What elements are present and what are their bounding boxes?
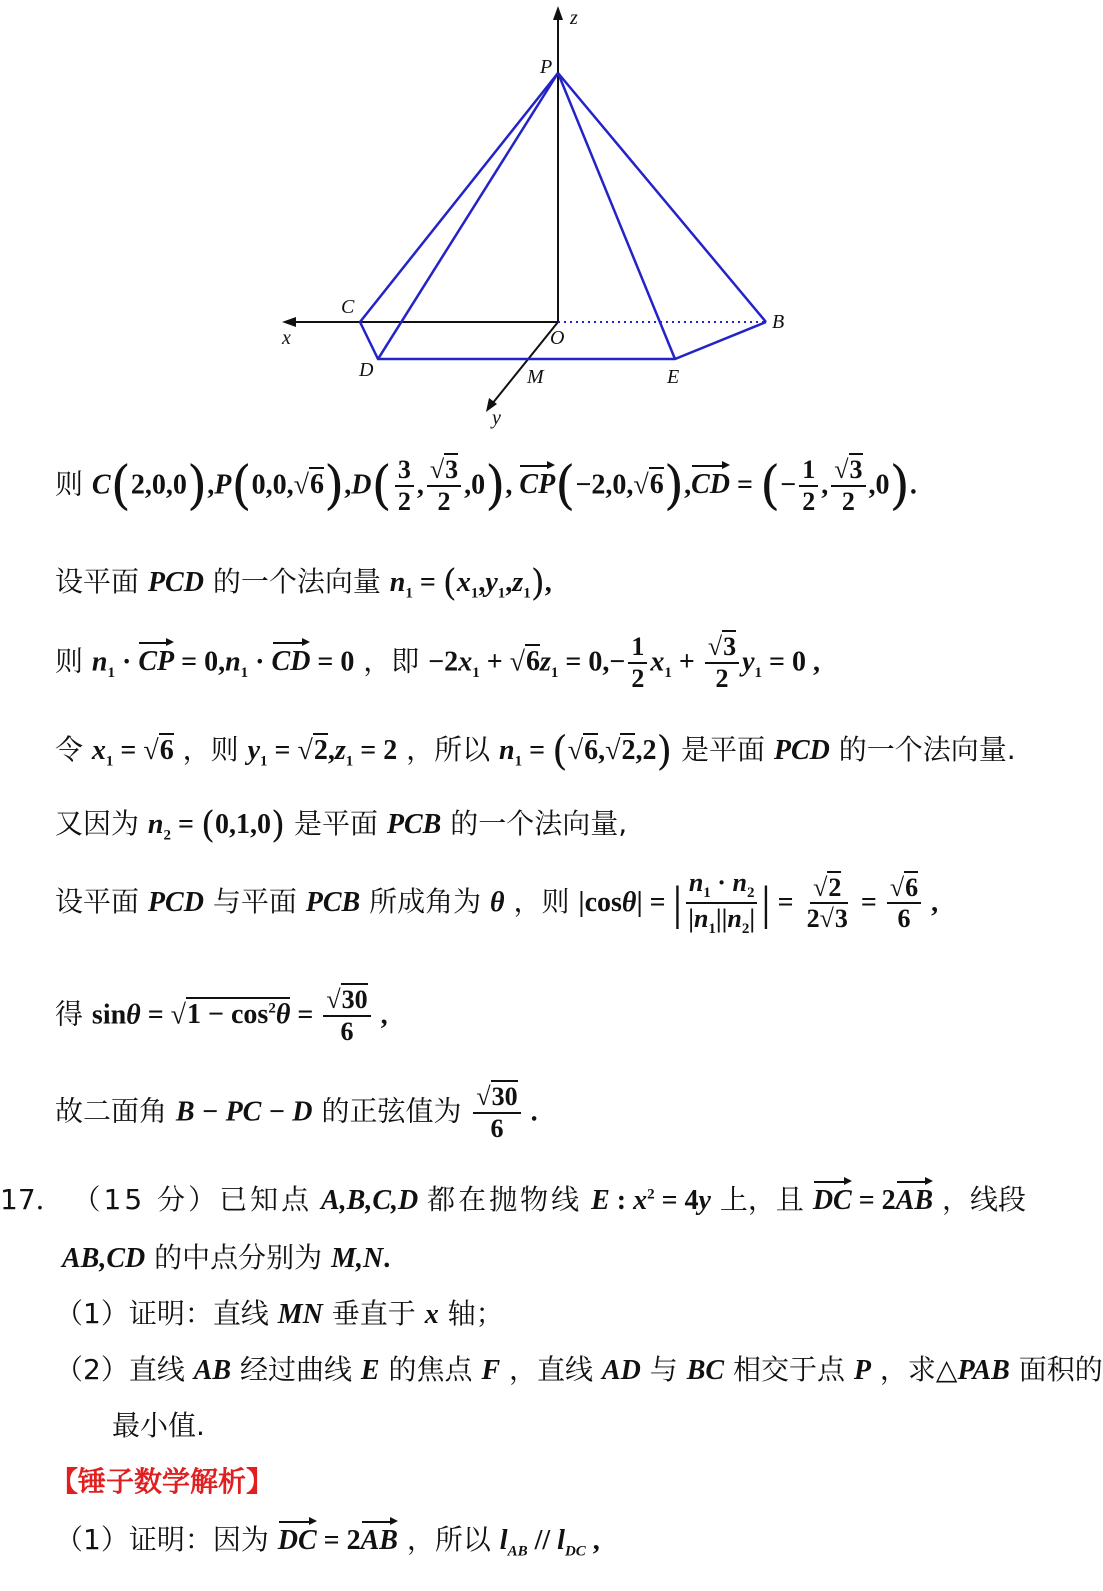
y-axis [492,322,558,404]
edge-PE [558,73,675,359]
q-mid1: 都在抛物线 [427,1183,583,1216]
label-M: M [527,366,544,388]
problem-17-line1: 17． （15 分）已知点 A,B,C,D 都在抛物线 E : $x^2 = 4y$ 上，且 DC = 2AB ，线段 [0,1183,1026,1216]
coords-line: 则 C(2,0,0),P(0,0,√6),D( $\frac{3}{2}$ , $\frac{√3}{2}$ ,0), CP(−2,0,√6),CD = (− $\frac{1}{2}$ , $\frac{√3}{2}$ ,0). [55,455,917,516]
q-mid2: 上，且 [719,1183,804,1216]
problem-number: 17． [0,1183,64,1216]
label-C: C [341,296,355,318]
l4-mid1: ，则 [182,733,239,766]
l4-mid3: 是平面 [680,733,765,766]
label-O: O [550,327,565,349]
plane-pcd-3: PCD [147,886,204,918]
p1-prefix: （1）证明：直线 [55,1297,269,1330]
l6-mid1: 与平面 [212,884,297,918]
p1-mid: 垂直于 [331,1297,416,1330]
label-x: x [282,327,291,349]
pyramid-figure [0,0,1080,440]
part-1: （1）证明：直线 MN 垂直于 x 轴； [55,1297,504,1330]
solution-part-1: （1）证明：因为 DC = 2AB ，所以 $l_{AB} // l_{DC}$ , [55,1523,600,1560]
p2-mid6: ，求△ [879,1353,958,1386]
p2-cont: 最小值. [112,1409,205,1442]
q-mid3: ，线段 [941,1183,1026,1216]
l4-suffix: 的一个法向量. [838,733,1016,766]
label-B: B [772,311,785,333]
l4-mid2: ，所以 [406,733,491,766]
s1-mid: ，所以 [406,1523,491,1556]
dot-product-line: 则 $n_1$ · CP = $0,n_1$ · CD = 0 ，即 $-2x_1 + √6z_1 = 0,-$ $\frac{1}{2}$ $x_1$ + $\frac{√3}{2}$ $y_1 = 0$ , [55,632,820,693]
l7-prefix: 得 [55,997,84,1031]
plane-pcd-2: PCD [773,735,830,766]
edge-PD [378,73,558,359]
p2-mid4: 与 [649,1353,678,1386]
p2-mid5: 相交于点 [732,1353,845,1386]
l6-prefix: 设平面 [55,884,140,918]
l5-prefix: 又因为 [55,807,140,840]
l3-mid: ，即 [363,644,420,678]
problem-17-line2: AB,CD 的中点分别为 M,N. [62,1241,391,1274]
plane-pcb-2: PCB [305,886,361,918]
label-y: y [492,407,501,429]
label-D: D [359,359,374,381]
l8-prefix: 故二面角 [55,1094,168,1128]
solution-line: 令 $x_1 = √6$ ，则 $y_1 = √2,z_1 = 2$ ，所以 $n_1 = (√6,√2,2)$ 是平面 PCD 的一个法向量. [55,728,1016,775]
p2-suffix: 面积的 [1018,1353,1103,1386]
l6-mid3: ，则 [513,884,570,918]
l4-prefix: 令 [55,733,84,766]
edge-PC [360,73,558,322]
label-z: z [570,7,578,29]
dihedral-line: 故二面角 B − PC − D 的正弦值为 $\frac{√30}{6}$ . [55,1082,538,1143]
p2-prefix: （2）直线 [55,1353,185,1386]
label-P: P [540,56,553,78]
l2-prefix: 设平面 [55,565,140,598]
l5-mid: 是平面 [293,807,378,840]
l6-mid2: 所成角为 [369,884,482,918]
z-axis-arrow [553,6,563,20]
analysis-title-text: 【锤子数学解析】 [50,1465,275,1498]
q2-mid: 的中点分别为 [154,1241,323,1274]
l3-prefix: 则 [55,644,84,678]
p2-mid3: ，直线 [509,1353,594,1386]
second-normal-line: 又因为 $n_2 = (0,1,0)$ 是平面 PCB 的一个法向量, [55,805,628,846]
p2-mid2: 的焦点 [388,1353,473,1386]
edge-PB [558,73,766,322]
normal-vector-line: 设平面 PCD 的一个法向量 $n_1 = (x_1,y_1,z_1)$, [55,563,552,604]
l8-mid: 的正弦值为 [321,1094,462,1128]
plane-pcd: PCD [147,567,204,598]
problem-score: （15 分）已知点 [72,1183,313,1216]
sine-line: 得 $\sin\theta = √1 - \cos^2\theta$ = $\frac{√30}{6}$ , [55,985,388,1046]
p2-mid1: 经过曲线 [240,1353,353,1386]
part-2: （2）直线 AB 经过曲线 E 的焦点 F ，直线 AD 与 BC 相交于点 P ，求△PAB 面积的 [55,1353,1103,1386]
x-axis-arrow [282,317,296,327]
plane-pcb: PCB [386,809,442,840]
l2-mid: 的一个法向量 [212,565,381,598]
l5-suffix: 的一个法向量, [450,807,628,840]
angle-line: 设平面 PCD 与平面 PCB 所成角为 θ ，则 |cosθ| = | $\frac{n_1 \cdot n_2}{|n_1||n_2|}$ | = $\frac{√2}{2√3}$ = $\frac{√6}{6}$ , [55,868,939,938]
s1-prefix: （1）证明：因为 [55,1523,269,1556]
part-2-cont [112,1404,205,1444]
l1-prefix: 则 [55,467,84,501]
label-E: E [667,366,680,388]
p1-suffix: 轴； [447,1297,504,1330]
analysis-title [50,1460,274,1500]
